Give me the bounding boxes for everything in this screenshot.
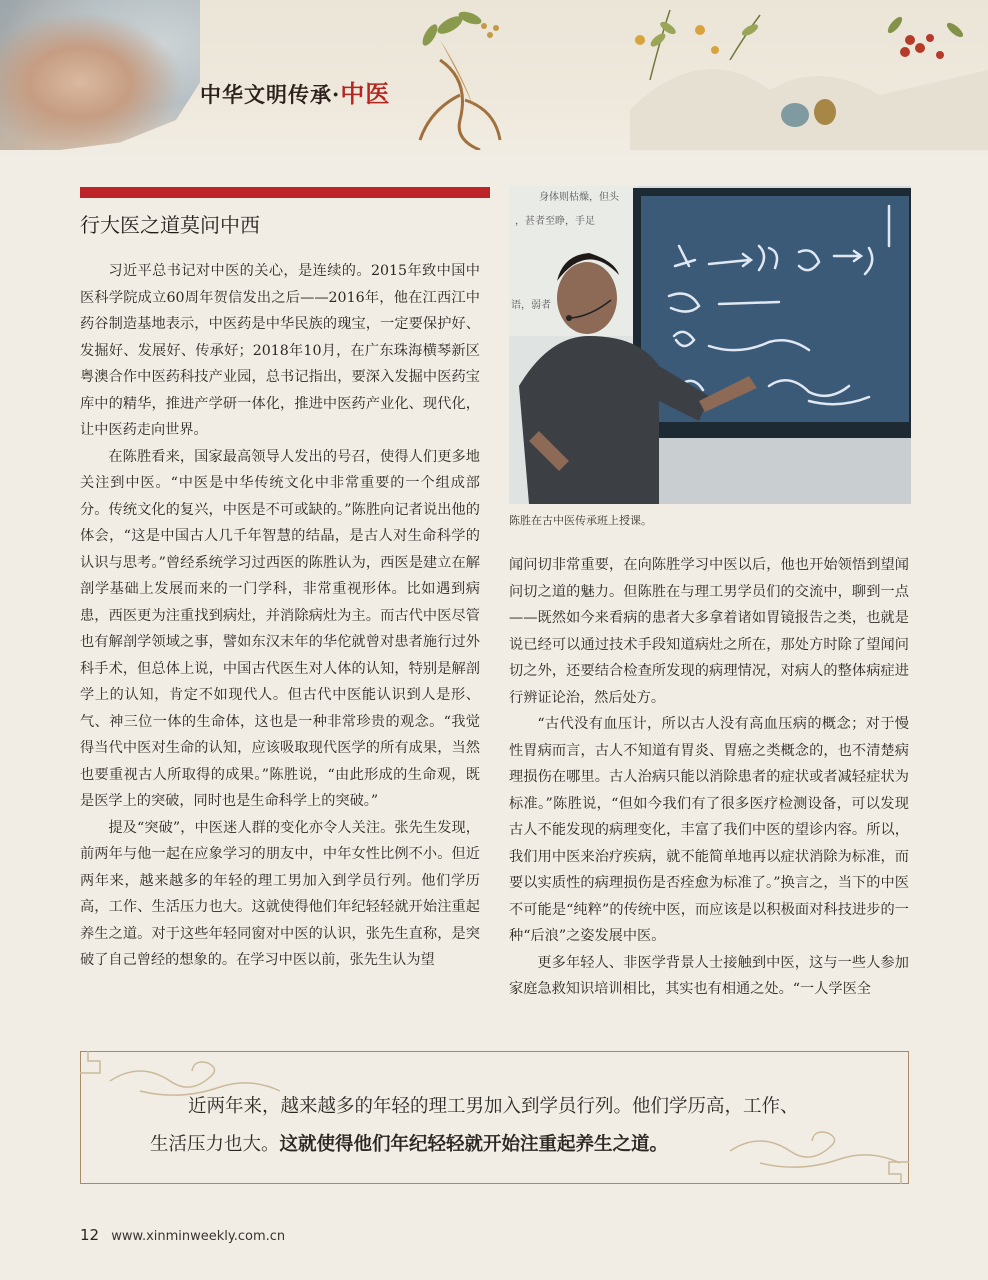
herb-illustration (400, 0, 988, 150)
article-column-right (509, 552, 909, 1003)
paragraph: 更多年轻人、非医学背景人士接触到中医，这与一些人参加家庭急救知识培训相比，其实也有相通之处。“一人学医全 (509, 954, 909, 997)
pull-quote-line-2-bold: 这就使得他们年纪轻轻就开始注重起养生之道。 (279, 1134, 669, 1155)
pull-quote-line-2-plain: 生活压力也大。 (150, 1134, 280, 1155)
pull-quote-line-1: 近两年来，越来越多的年轻的理工男加入到学员行列。他们学历高，工作、 (188, 1096, 799, 1117)
board-text-1: 身体则枯燥，但头 (539, 192, 619, 203)
column-name: 中华文明传承· (200, 82, 341, 107)
page-number: 12 (80, 1226, 100, 1244)
website-link[interactable]: www.xinminweekly.com.cn (111, 1229, 286, 1244)
paragraph: 提及“突破”，中医迷人群的变化亦令人关注。张先生发现，前两年与他一起在应象学习的朋友中，中年女性比例不小。但近两年来，越来越多的年轻的理工男加入到学员行列。他们学历高，工作、生活压力也大。这就使得他们年纪轻轻就开始注重起养生之道。对于这些年轻同窗对中医的认识，张先生直称，是突破了自己曾经的想象的。在学习中医以前，张先生认为望 (80, 819, 480, 968)
article-column-left (80, 258, 480, 974)
board-text-3: 语，弱者 (511, 300, 551, 311)
header-hands-photo (0, 0, 200, 150)
pull-quote-text (150, 1088, 850, 1164)
paragraph: 闻问切非常重要，在向陈胜学习中医以后，他也开始领悟到望闻问切之道的魅力。但陈胜在与理工男学员们的交流中，聊到一点——既然如今来看病的患者大多拿着诸如胃镜报告之类，也就是说已经可以通过技术手段知道病灶之所在，那处方时除了望闻问切之外，还要结合检查所发现的病理情况，对病人的整体病症进行辨证论治，然后处方。 (509, 557, 909, 706)
page-footer (80, 1226, 285, 1244)
paragraph: 在陈胜看来，国家最高领导人发出的号召，使得人们更多地关注到中医。“中医是中华传统文化中非常重要的一个组成部分。传统文化的复兴，中医是不可或缺的。”陈胜向记者说出他的体会，“这是中国古人几千年智慧的结晶，是古人对生命科学的认识与思考。”曾经系统学习过西医的陈胜认为，西医是建立在解剖学基础上发展而来的一门学科，非常重视形体。比如遇到病患，西医更为注重找到病灶，并消除病灶为主。而古代中医尽管也有解剖学领域之事，譬如东汉末年的华佗就曾对患者施行过外科手术，但总体上说，中国古代医生对人体的认知，特别是解剖学上的认知，肯定不如现代人。但古代中医能认识到人是形、气、神三位一体的生命体，这也是一种非常珍贵的观念。“我觉得当代中医对生命的认知，应该吸取现代医学的所有成果，当然也要重视古人所取得的成果。”陈胜说，“由此形成的生命观，既是医学上的突破，同时也是生命科学上的突破。” (80, 448, 480, 809)
paragraph: “古代没有血压计，所以古人没有高血压病的概念；对于慢性胃病而言，古人不知道有胃炎、胃癌之类概念的，也不清楚病理损伤在哪里。古人治病只能以消除患者的症状或者减轻症状为标准。”陈胜说，“但如今我们有了很多医疗检测设备，可以发现古人不能发现的病理变化，丰富了我们中医的望诊内容。所以，我们用中医来治疗疾病，就不能简单地再以症状消除为标准，而要以实质性的病理损伤是否痊愈为标准了。”换言之，当下的中医不可能是“纯粹”的传统中医，而应该是以积极面对科技进步的一种“后浪”之姿发展中医。 (509, 716, 909, 944)
page-header (0, 0, 988, 160)
section-title: 行大医之道莫问中西 (80, 213, 260, 237)
column-title (200, 74, 390, 109)
column-highlight: 中医 (340, 79, 391, 108)
photo-caption: 陈胜在古中医传承班上授课。 (509, 514, 652, 527)
lecture-photo (509, 186, 911, 504)
paragraph: 习近平总书记对中医的关心，是连续的。2015年致中国中医科学院成立60周年贺信发出之后——2016年，他在江西江中药谷制造基地表示，中医药是中华民族的瑰宝，一定要保护好、发掘好、发展好、传承好；2018年10月，在广东珠海横琴新区粤澳合作中医药科技产业园，总书记指出，要深入发掘中医药宝库中的精华，推进产学研一体化，推进中医药产业化、现代化，让中医药走向世界。 (80, 263, 480, 438)
board-text-2: ，甚者至睁，手足 (515, 216, 595, 227)
section-red-bar (80, 187, 490, 198)
lecture-photo-illustration (509, 186, 911, 504)
